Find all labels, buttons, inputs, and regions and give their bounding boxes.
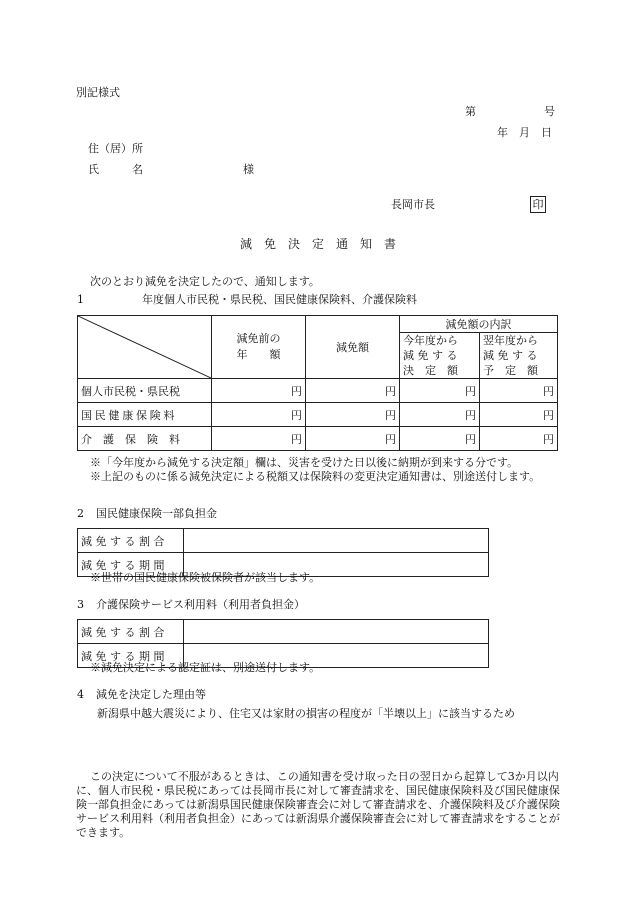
section2-number: 2 <box>77 507 84 520</box>
unit-yen: 円 <box>480 379 558 403</box>
section3-rate-label: 減 免 す る 割 合 <box>78 620 184 644</box>
row-label-resident-tax: 個人市民税・県民税 <box>78 379 212 403</box>
header-before-amount <box>212 316 306 379</box>
header-next-year <box>480 333 558 379</box>
next-year-line1: 翌年度から <box>483 334 538 347</box>
section1-number: 1 <box>77 293 84 306</box>
intro-text: 次のとおり減免を決定したので、通知します。 <box>90 275 320 288</box>
section4-reason: 新潟県中越大震災により、住宅又は家財の損害の程度が「半壊以上」に該当するため <box>97 707 515 720</box>
table-row <box>78 427 558 451</box>
honorific: 様 <box>243 163 254 176</box>
section2-rate-label: 減 免 す る 割 合 <box>78 529 184 553</box>
section3-rate-value <box>184 620 489 644</box>
number-prefix: 第 <box>465 105 476 118</box>
section1-note1: ※「今年度から減免する決定額」欄は、災害を受けた日以後に納期が到来する分です。 <box>90 456 519 469</box>
next-year-line2: 減 免 す る <box>483 349 538 362</box>
diagonal-header-cell <box>78 316 212 379</box>
section4-number: 4 <box>77 688 84 701</box>
this-year-line2: 減 免 す る <box>403 349 458 362</box>
unit-yen: 円 <box>480 403 558 427</box>
unit-yen: 円 <box>306 403 400 427</box>
unit-yen: 円 <box>400 379 480 403</box>
table-row <box>78 403 558 427</box>
section2-rate-value <box>184 529 489 553</box>
unit-yen: 円 <box>480 427 558 451</box>
row-label-health-insurance: 国民健康保険料 <box>78 403 212 427</box>
unit-yen: 円 <box>212 379 306 403</box>
appeal-notice: この決定について不服があるときは、この通知書を受け取った日の翌日から起算して3か月以内に、個人市民税・県民税にあっては長岡市長に対して審査請求を、国民健康保険料及び国民健康保険一部負担金にあっては新潟県国民健康保険審査会に対して審査請求を、介護保険料及び介護保険サービス利用料（利用者負担金）にあっては新潟県介護保険審査会に対して審査請求をすることができます。 <box>76 770 560 839</box>
header-this-year <box>400 333 480 379</box>
section3-heading: 介護保険サービス利用料（利用者負担金） <box>96 598 305 611</box>
section2-note: ※世帯の国民健康保険被保険者が該当します。 <box>90 571 321 584</box>
unit-yen: 円 <box>306 379 400 403</box>
next-year-line3: 予 定 額 <box>483 364 538 377</box>
issue-date: 年 月 日 <box>497 126 552 139</box>
section2-period-label: 減 免 す る 期 間 <box>78 553 184 577</box>
section2-heading: 国民健康保険一部負担金 <box>96 507 217 520</box>
section3-period-label: 減 免 す る 期 間 <box>78 644 184 668</box>
name-label: 氏 名 <box>88 163 143 176</box>
section3-number: 3 <box>77 598 84 611</box>
number-suffix: 号 <box>544 105 555 118</box>
document-title: 減 免 決 定 通 知 書 <box>240 237 397 251</box>
section1-note2: ※上記のものに係る減免決定による税額又は保険料の変更決定通知書は、別途送付します。 <box>90 470 541 483</box>
table-row <box>78 620 489 644</box>
this-year-line1: 今年度から <box>403 334 458 347</box>
seal-box: 印 <box>530 196 546 213</box>
this-year-line3: 決 定 額 <box>403 364 458 377</box>
unit-yen: 円 <box>306 427 400 451</box>
section1-heading: 年度個人市民税・県民税、国民健康保険料、介護保険料 <box>142 293 417 306</box>
address-label: 住（居）所 <box>88 142 143 155</box>
form-label: 別記様式 <box>76 86 120 99</box>
row-label-care-insurance: 介 護 保 険 料 <box>78 427 212 451</box>
header-before-line2: 年 額 <box>236 348 281 361</box>
unit-yen: 円 <box>212 427 306 451</box>
unit-yen: 円 <box>400 427 480 451</box>
header-before-line1: 減免前の <box>236 332 281 345</box>
section2-table <box>77 528 489 577</box>
issuer: 長岡市長 <box>391 198 435 211</box>
section3-note: ※減免決定による認定証は、別途送付します。 <box>90 661 321 674</box>
table-row <box>78 529 489 553</box>
table-row <box>78 379 558 403</box>
unit-yen: 円 <box>212 403 306 427</box>
section4-heading: 減免を決定した理由等 <box>96 688 206 701</box>
tax-reduction-table <box>77 315 558 451</box>
header-breakdown: 減免額の内訳 <box>400 316 558 333</box>
unit-yen: 円 <box>400 403 480 427</box>
header-reduction-amount: 減免額 <box>306 316 400 379</box>
